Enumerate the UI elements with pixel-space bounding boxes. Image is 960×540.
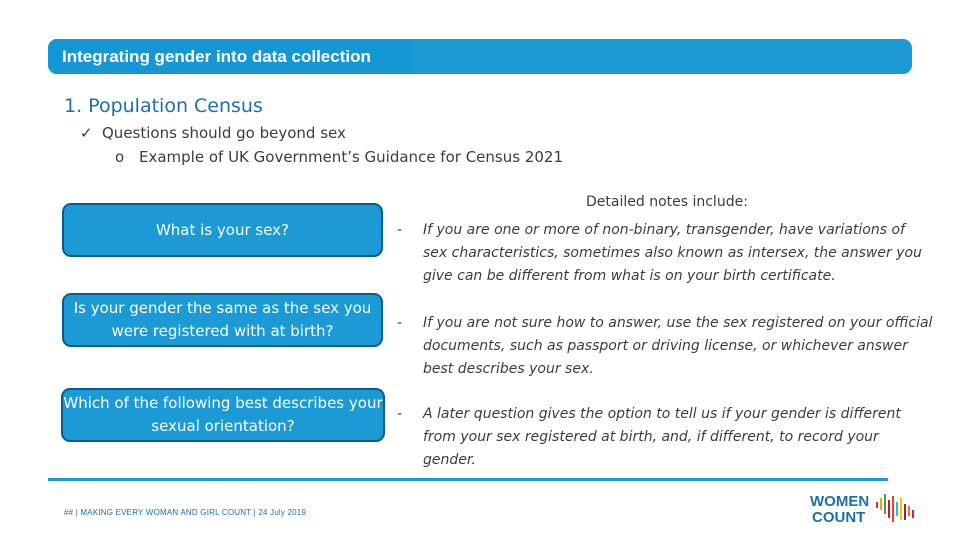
question-box-orientation bbox=[61, 388, 385, 442]
circle-bullet-icon: o bbox=[115, 148, 125, 166]
dash-bullet: - bbox=[397, 315, 403, 331]
slide-title: Integrating gender into data collection bbox=[62, 47, 371, 66]
question-text: Which of the following best describes your sexual orientation? bbox=[63, 394, 383, 435]
check-icon: ✓ bbox=[80, 124, 93, 142]
note-text: If you are not sure how to answer, use the sex registered on your official documents, such as passport or driving license, or whichever answer best describes your sex. bbox=[423, 315, 933, 377]
notes-heading: Detailed notes include: bbox=[586, 194, 748, 210]
question-text: Is your gender the same as the sex you were registered with at birth? bbox=[73, 299, 372, 340]
bullet-point bbox=[80, 124, 346, 142]
dash-bullet: - bbox=[397, 222, 403, 238]
title-bar bbox=[48, 39, 912, 74]
women-count-logo bbox=[808, 492, 918, 532]
section-heading: 1. Population Census bbox=[64, 95, 263, 117]
logo-bars-icon bbox=[808, 492, 918, 532]
footer-text: ## | MAKING EVERY WOMAN AND GIRL COUNT | 24 July 2019 bbox=[64, 508, 307, 517]
footer-divider bbox=[48, 478, 888, 481]
question-text: What is your sex? bbox=[155, 220, 290, 239]
sub-bullet-text: Example of UK Government’s Guidance for Census 2021 bbox=[139, 148, 563, 166]
logo-word-women: WOMEN bbox=[810, 493, 870, 510]
question-box-sex bbox=[62, 203, 383, 257]
note-item bbox=[397, 219, 933, 288]
dash-bullet: - bbox=[397, 406, 403, 422]
note-item bbox=[397, 403, 933, 472]
bullet-text: Questions should go beyond sex bbox=[102, 124, 346, 142]
note-text: A later question gives the option to tell us if your gender is different from your sex registered at birth, and, if different, to record your gender. bbox=[423, 406, 901, 468]
note-item bbox=[397, 312, 933, 381]
note-text: If you are one or more of non-binary, transgender, have variations of sex characteristics, sometimes also known as intersex, the answer you give can be different from what is on your birth certificate. bbox=[423, 222, 922, 284]
sub-bullet-point bbox=[115, 148, 563, 166]
logo-word-count: COUNT bbox=[812, 509, 866, 526]
question-box-gender bbox=[62, 293, 383, 347]
